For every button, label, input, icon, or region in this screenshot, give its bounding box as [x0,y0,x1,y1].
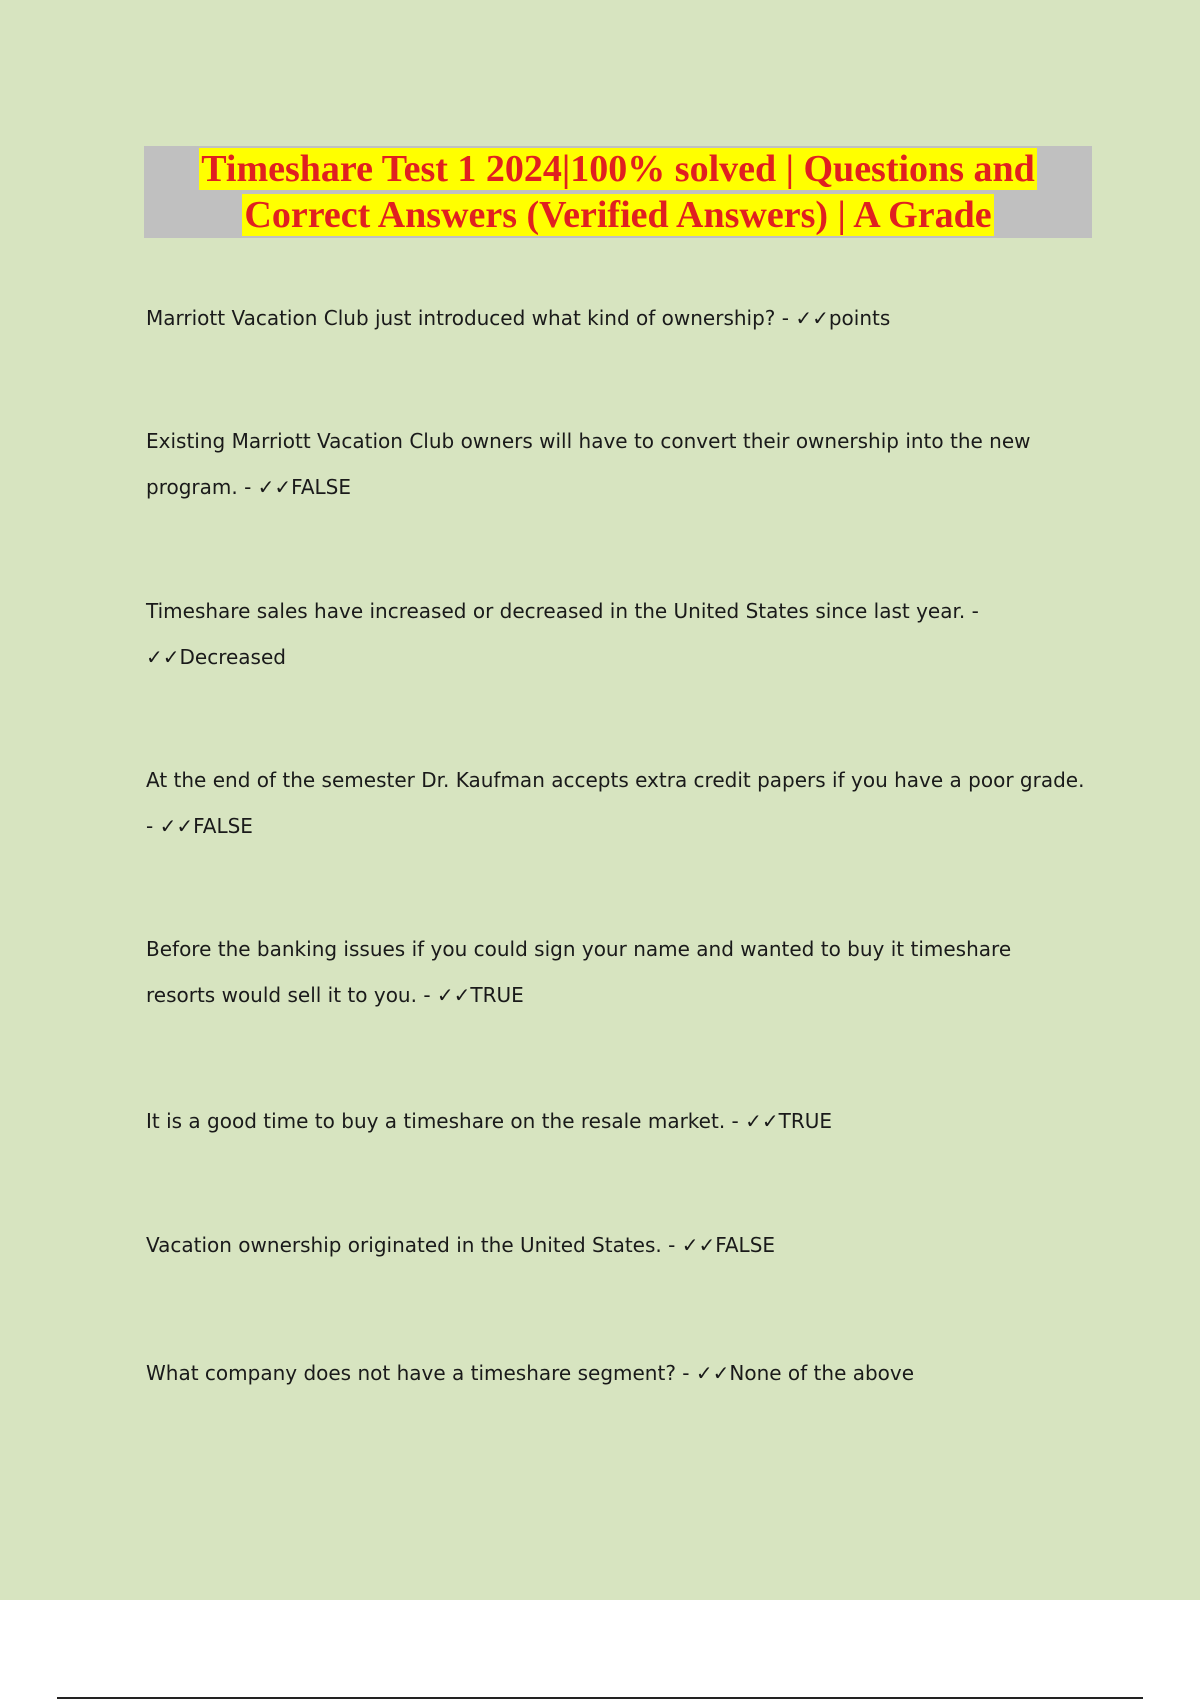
qa-item-3: Timeshare sales have increased or decreased in the United States since last year. - ✓✓Decreased [146,599,979,669]
qa-item-2: Existing Marriott Vacation Club owners will have to convert their ownership into the new program. - ✓✓FALSE [146,429,1031,499]
title-line-1: Timeshare Test 1 2024|100% solved | Questions and [201,148,1035,190]
footer-divider [57,1697,1143,1699]
qa-item-8: What company does not have a timeshare segment? - ✓✓None of the above [146,1361,915,1385]
qa-item-4: At the end of the semester Dr. Kaufman accepts extra credit papers if you have a poor grade. - ✓✓FALSE [146,768,1085,838]
qa-item-7: Vacation ownership originated in the United States. - ✓✓FALSE [146,1233,776,1257]
qa-item-6: It is a good time to buy a timeshare on the resale market. - ✓✓TRUE [146,1109,833,1133]
qa-item-5: Before the banking issues if you could sign your name and wanted to buy it timeshare resorts would sell it to you. - ✓✓TRUE [146,937,1012,1007]
title-line-2: Correct Answers (Verified Answers) | A Grade [244,194,992,236]
qa-item-1: Marriott Vacation Club just introduced what kind of ownership? - ✓✓points [146,306,891,330]
document-title [144,146,1092,238]
